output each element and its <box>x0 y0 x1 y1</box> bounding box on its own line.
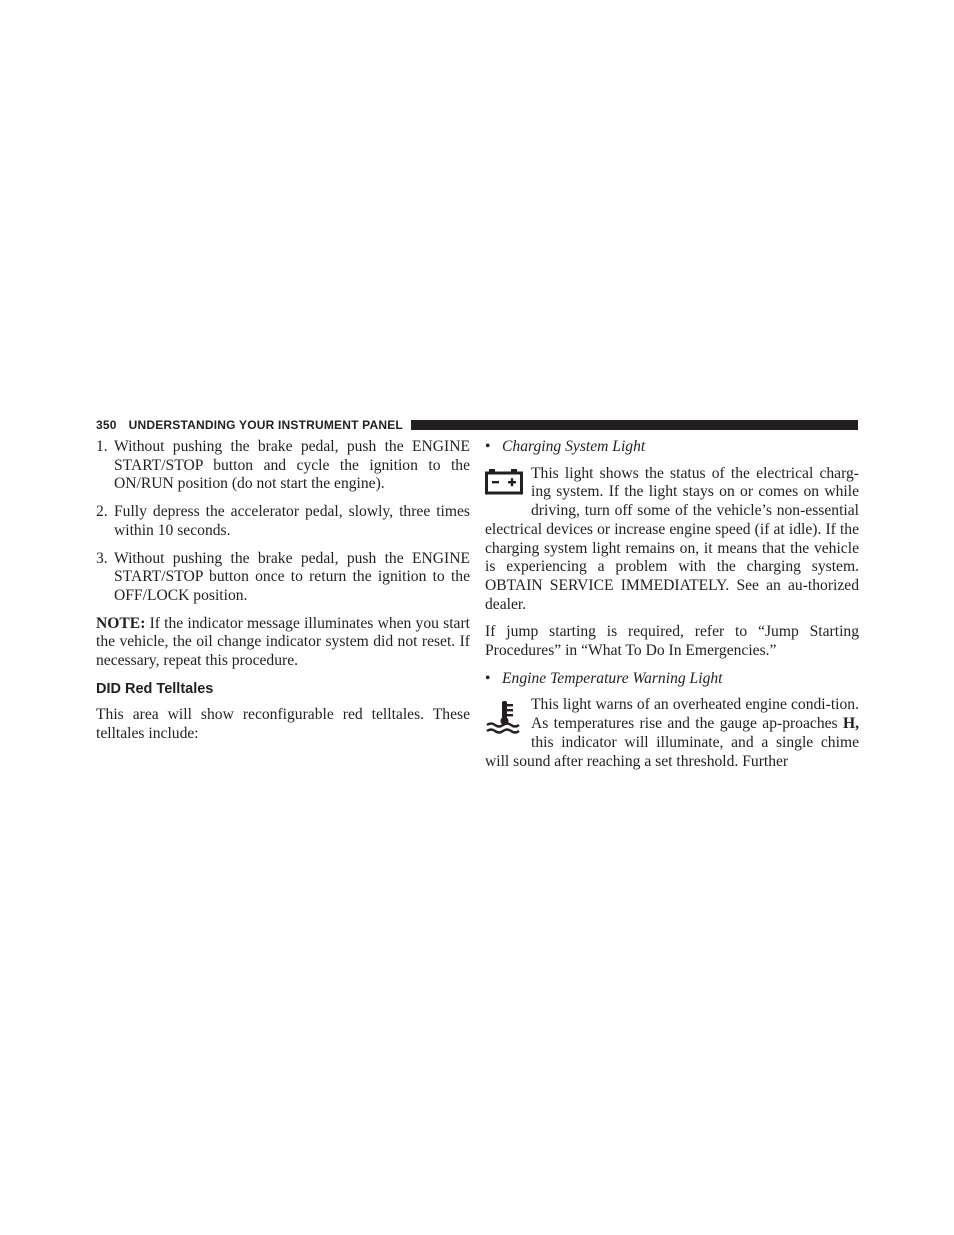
battery-icon <box>485 469 525 503</box>
step-number: 2. <box>96 503 108 521</box>
temperature-text-start: This light warns of an overheated engine condi-tion. As temperatures rise and the gauge ap-proaches <box>531 696 859 733</box>
page-header <box>96 416 858 434</box>
step-number: 1. <box>96 438 108 455</box>
step-text: Fully depress the accelerator pedal, slowly, three times within 10 seconds. <box>114 503 470 539</box>
step-item <box>96 438 470 494</box>
jump-paragraph: If jump starting is required, refer to “Jump Starting Procedures” in “What To Do In Emergencies.” <box>485 623 859 660</box>
page-number: 350 <box>96 418 117 432</box>
temperature-paragraph <box>485 696 859 771</box>
charging-text: This light shows the status of the electrical charg-ing system. If the light stays on or comes on while driving, turn off some of the vehicle’s non-essential electrical devices or increase engine speed (if at idle). If the charging system light remains on, it means that the vehicle is experiencing a problem with the charging system. OBTAIN SERVICE IMMEDIATELY. See an au-thorized dealer. <box>485 464 859 613</box>
section-title: UNDERSTANDING YOUR INSTRUMENT PANEL <box>128 418 403 432</box>
bullet-temperature <box>485 670 859 689</box>
note-text: If the indicator message illuminates when you start the vehicle, the oil change indicator system did not reset. If necessary, repeat this procedure. <box>96 614 470 670</box>
subheading: DID Red Telltales <box>96 680 214 697</box>
step-text: Without pushing the brake pedal, push the ENGINE START/STOP button and cycle the ignition to the ON/RUN position (do not start the engine). <box>114 438 470 493</box>
left-column <box>96 438 470 753</box>
bullet-dot: • <box>485 669 491 687</box>
step-number: 3. <box>96 549 108 567</box>
charging-paragraph <box>485 465 859 615</box>
charging-title: Charging System Light <box>502 438 646 455</box>
step-item <box>96 503 470 540</box>
note-paragraph <box>96 615 470 671</box>
right-column <box>485 438 859 780</box>
header-rule <box>411 420 858 430</box>
coolant-temperature-icon <box>485 700 525 734</box>
step-item <box>96 550 470 606</box>
temperature-title: Engine Temperature Warning Light <box>502 669 723 687</box>
bullet-charging <box>485 438 859 457</box>
intro-paragraph: This area will show reconfigurable red telltales. These telltales include: <box>96 706 470 743</box>
temperature-text-end: this indicator will illuminate, and a single chime will sound after reaching a set threshold. Further <box>485 733 859 770</box>
note-label: NOTE: <box>96 614 146 632</box>
step-text: Without pushing the brake pedal, push the ENGINE START/STOP button once to return the ignition to the OFF/LOCK position. <box>114 549 470 604</box>
temperature-text-bold: H, <box>842 715 859 733</box>
bullet-dot: • <box>485 438 491 455</box>
